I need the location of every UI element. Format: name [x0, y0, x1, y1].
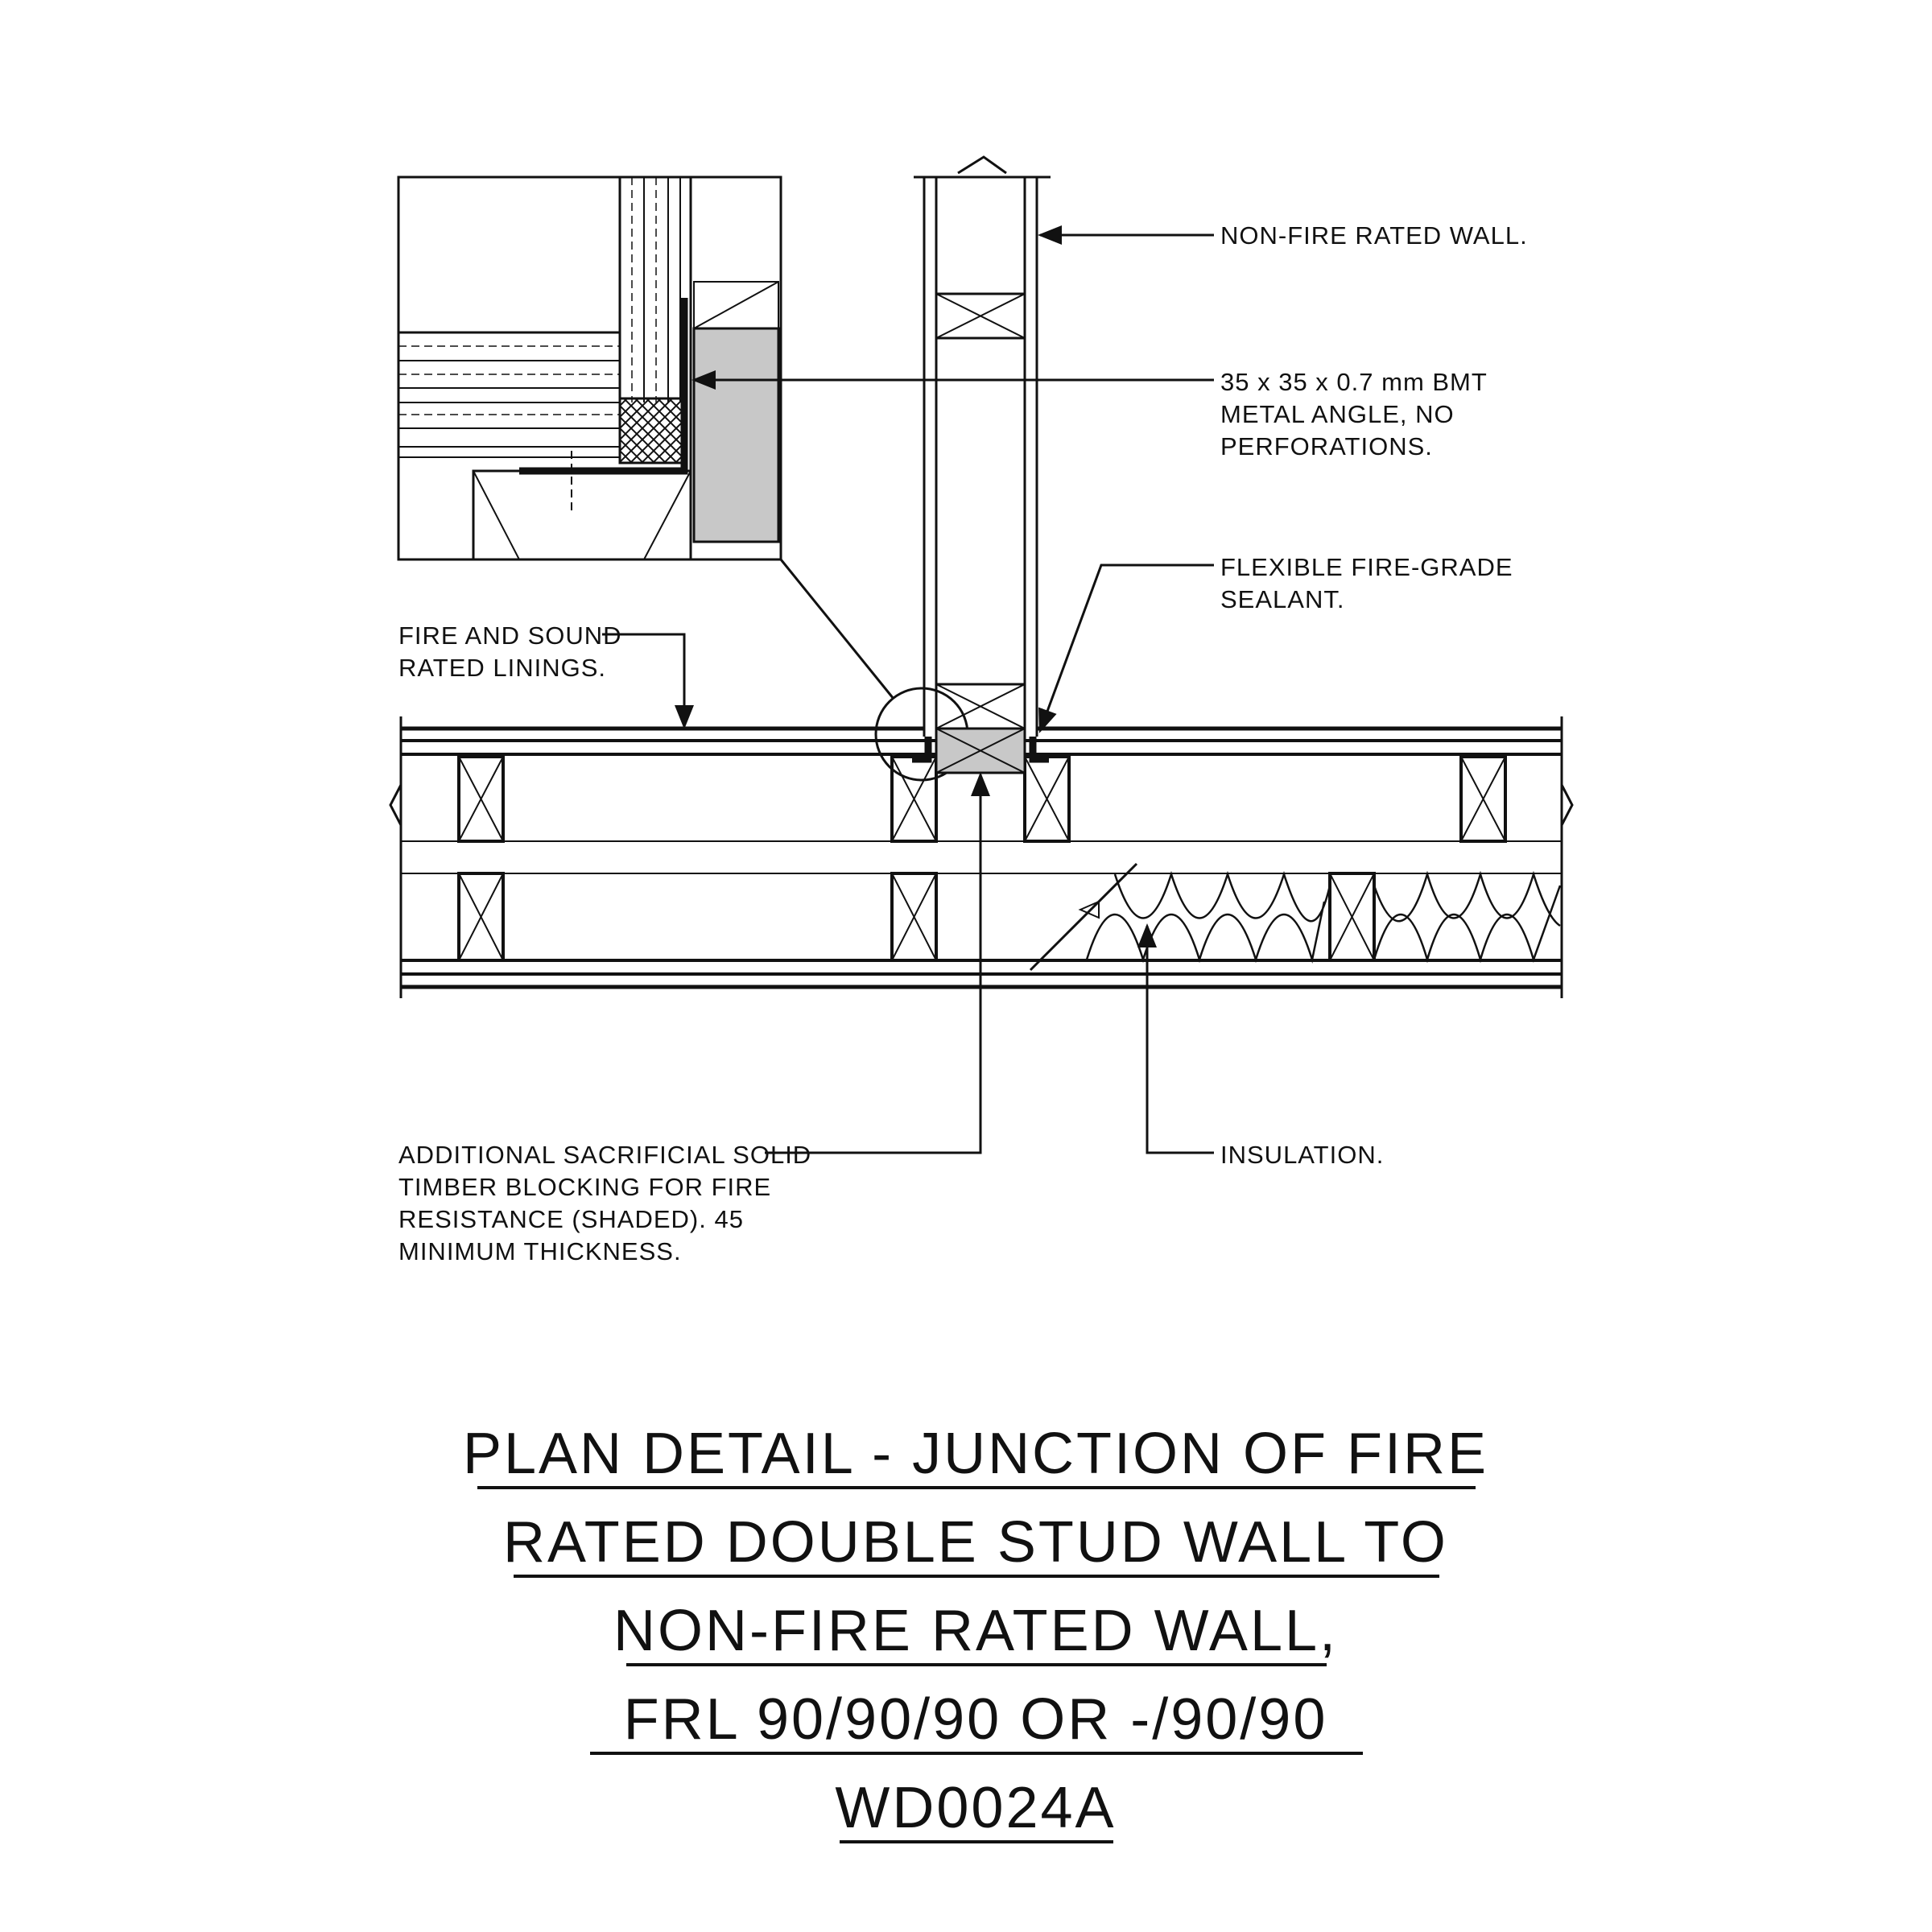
inset-sealant	[620, 398, 684, 463]
inset-stud-bottom	[473, 451, 691, 559]
note-linings: FIRE AND SOUND RATED LININGS.	[398, 621, 622, 682]
insulation-loops	[1087, 874, 1560, 960]
leader-blocking	[765, 774, 980, 1153]
break-mark-right	[1562, 785, 1572, 825]
enlarged-detail-inset	[398, 177, 781, 559]
stud-row-lower	[459, 873, 1374, 960]
inset-leader	[781, 559, 894, 699]
title-line-3: NON-FIRE RATED WALL,	[613, 1599, 1339, 1663]
wall-stud-upper	[936, 294, 1025, 338]
note-sealant: FLEXIBLE FIRE-GRADE SEALANT.	[1220, 553, 1513, 613]
title-line-2: RATED DOUBLE STUD WALL TO	[503, 1510, 1448, 1575]
inset-timber-block	[694, 328, 778, 542]
inset-stud-top	[694, 282, 778, 328]
leader-sealant	[1040, 565, 1214, 731]
note-metal-angle: 35 x 35 x 0.7 mm BMT METAL ANGLE, NO PERFORATIONS.	[1220, 368, 1488, 460]
break-mark-left	[390, 785, 401, 825]
drawing-number: WD0024A	[835, 1776, 1117, 1840]
drawing-title	[463, 1422, 1488, 1842]
insulation-batts	[1030, 864, 1560, 970]
sacrificial-blocking	[936, 729, 1025, 773]
note-insulation: INSULATION.	[1220, 1141, 1385, 1169]
non-fire-rated-wall	[914, 157, 1051, 737]
note-non-fire-wall: NON-FIRE RATED WALL.	[1220, 221, 1528, 250]
note-blocking: ADDITIONAL SACRIFICIAL SOLID TIMBER BLOCKING FOR FIRE RESISTANCE (SHADED). 45 MINIMUM THICKNESS.	[398, 1141, 812, 1265]
title-line-4: FRL 90/90/90 OR -/90/90	[623, 1687, 1328, 1752]
inset-horizontal-linings	[398, 332, 620, 457]
wall-stud-lower	[936, 684, 1025, 729]
inset-vertical-linings	[620, 177, 691, 559]
title-line-1: PLAN DETAIL - JUNCTION OF FIRE	[462, 1422, 1489, 1486]
